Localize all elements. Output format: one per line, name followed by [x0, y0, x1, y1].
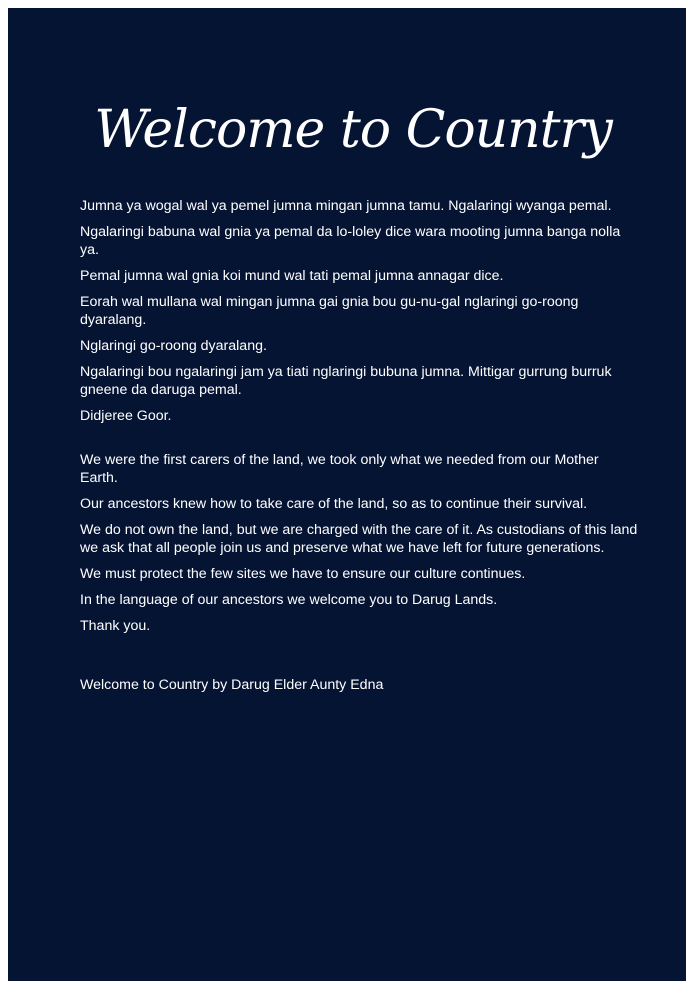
- author-credit: Welcome to Country by Darug Elder Aunty Edna: [80, 677, 384, 693]
- paragraph: Thank you.: [80, 618, 151, 634]
- paragraph: Didjeree Goor.: [80, 408, 172, 424]
- paragraph: Eorah wal mullana wal mingan jumna gai gnia bou gu-nu-gal nglaringi go-roong dyaralang.: [80, 294, 579, 328]
- paragraph: Ngalaringi bou ngalaringi jam ya tiati nglaringi bubuna jumna. Mittigar gurrung burruk gneene da daruga pemal.: [80, 364, 612, 398]
- paragraph: Nglaringi go-roong dyaralang.: [80, 338, 267, 354]
- paragraph: Ngalaringi babuna wal gnia ya pemal da lo-loley dice wara mooting jumna banga nolla ya.: [80, 224, 621, 258]
- paragraph: Pemal jumna wal gnia koi mund wal tati pemal jumna annagar dice.: [80, 268, 504, 284]
- english-text: [80, 451, 640, 643]
- darug-language-text: [80, 197, 640, 433]
- document-page: [8, 8, 686, 981]
- paragraph: We were the first carers of the land, we took only what we needed from our Mother Earth.: [80, 452, 599, 486]
- paragraph: We must protect the few sites we have to ensure our culture continues.: [80, 566, 526, 582]
- paragraph: Jumna ya wogal wal ya pemel jumna mingan jumna tamu. Ngalaringi wyanga pemal.: [80, 198, 612, 214]
- page-title: Welcome to Country: [94, 100, 612, 160]
- paragraph: We do not own the land, but we are charged with the care of it. As custodians of this land we ask that all people join us and preserve what we have left for future generations.: [80, 522, 638, 556]
- paragraph: Our ancestors knew how to take care of the land, so as to continue their survival.: [80, 496, 588, 512]
- paragraph: In the language of our ancestors we welcome you to Darug Lands.: [80, 592, 498, 608]
